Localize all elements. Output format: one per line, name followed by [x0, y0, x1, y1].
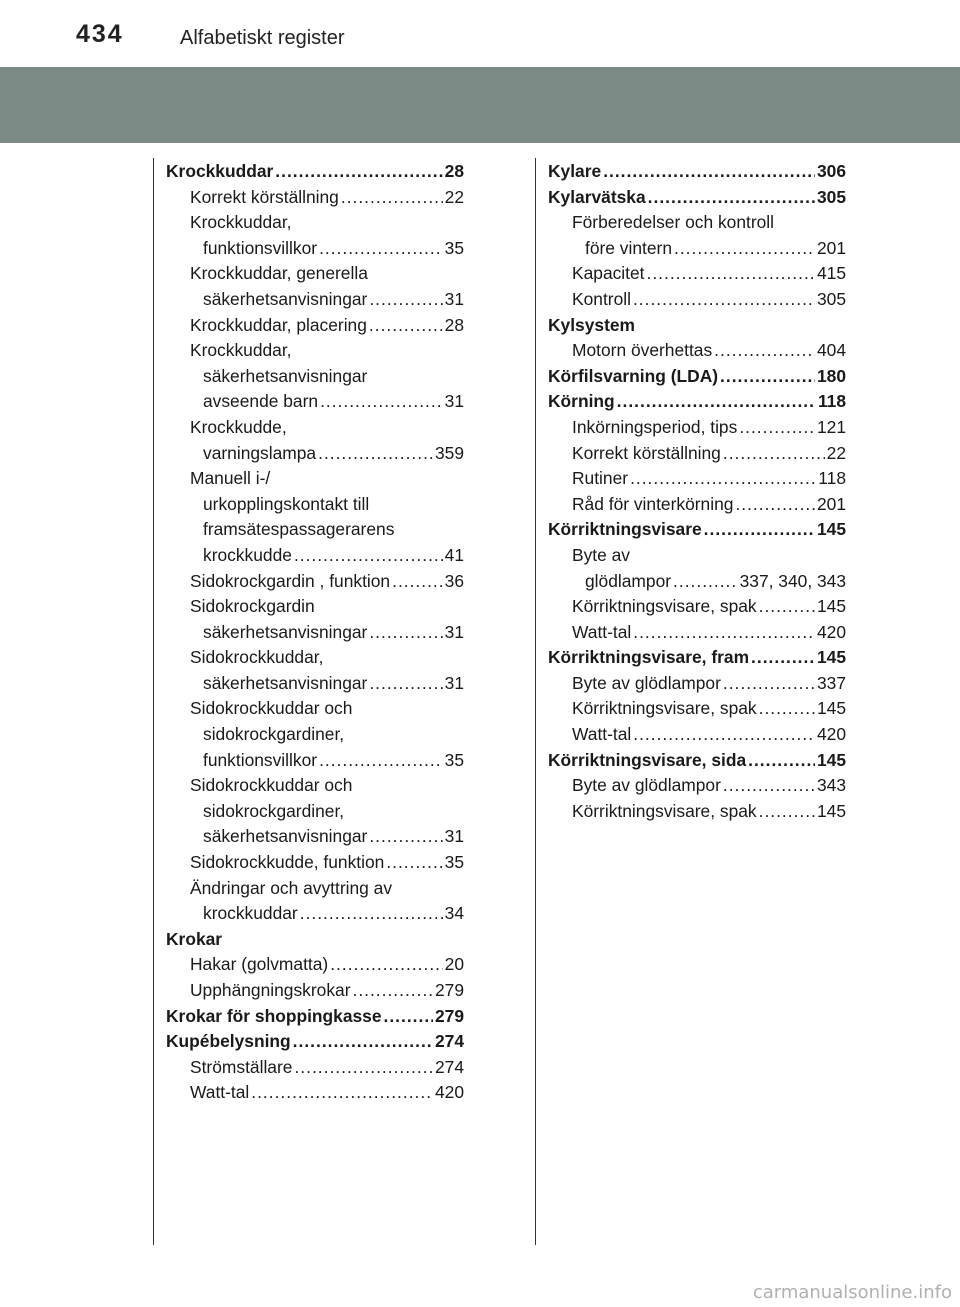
leader-dots [630, 466, 816, 492]
index-sub-entry [548, 441, 846, 467]
index-page-ref: 145 [816, 647, 846, 668]
leader-dots [369, 313, 443, 339]
leader-dots [300, 901, 443, 927]
index-sub-entry [548, 261, 846, 287]
index-entry-label: avseende barn [203, 391, 319, 412]
leader-dots [341, 185, 443, 211]
index-page-ref: 274 [434, 1031, 464, 1052]
index-sub-entry [166, 287, 464, 313]
index-entry-label: Kontroll [572, 288, 631, 309]
index-page-ref: 31 [444, 391, 464, 412]
index-entry-label: Watt-tal [572, 621, 632, 642]
index-entry-label: Kupébelysning [166, 1031, 291, 1052]
index-entry-label: funktionsvillkor [203, 237, 318, 258]
index-main-entry [548, 159, 846, 185]
page-number: 434 [76, 20, 124, 48]
index-page-ref: 35 [444, 237, 464, 258]
index-entry-label: Upphängningskrokar [190, 980, 351, 1000]
leader-dots [674, 236, 815, 262]
leader-dots [720, 364, 815, 390]
index-page-ref: 145 [816, 749, 846, 770]
index-sub-entry [166, 1080, 464, 1106]
index-sub-entry [548, 799, 846, 825]
index-entry-label: Korrekt körställning [190, 186, 339, 207]
index-sub-entry [166, 876, 464, 902]
index-sub-entry [166, 748, 464, 774]
index-entry-label: Kylsystem [548, 314, 636, 335]
index-main-entry [548, 645, 846, 671]
index-entry-label: Sidokrockkuddar och [190, 775, 353, 796]
index-entry-label: Sidokrockkuddar och [190, 698, 353, 719]
index-entry-label: Kapacitet [572, 263, 645, 284]
leader-dots [352, 978, 433, 1004]
index-page-ref: 35 [444, 852, 464, 873]
leader-dots [369, 824, 442, 850]
index-entry-label: säkerhetsanvisningar [203, 621, 368, 642]
leader-dots [320, 389, 443, 415]
column-divider-right [535, 158, 536, 1245]
leader-dots [369, 287, 442, 313]
index-entry-label: Körfilsvarning (LDA) [548, 365, 719, 386]
index-main-entry [548, 185, 846, 211]
index-page-ref: 337 [816, 672, 846, 693]
leader-dots [275, 159, 442, 185]
index-entry-label: Inkörningsperiod, tips [572, 416, 738, 437]
index-main-entry [166, 1004, 464, 1030]
index-page-ref: 22 [826, 442, 846, 463]
index-entry-label: Sidokrockkuddar, [190, 647, 324, 668]
leader-dots [318, 441, 433, 467]
index-sub-entry [166, 364, 464, 390]
index-entry-label: Körning [548, 391, 615, 412]
index-sub-entry [166, 338, 464, 364]
index-column-left [166, 159, 464, 1106]
index-main-entry [166, 1029, 464, 1055]
index-entry-label: funktionsvillkor [203, 749, 318, 770]
index-sub-entry [548, 492, 846, 518]
index-sub-entry [166, 517, 464, 543]
leader-dots [759, 799, 815, 825]
index-main-entry [548, 748, 846, 774]
index-page-ref: 420 [816, 724, 846, 745]
index-entry-label: Körriktningsvisare, spak [572, 698, 757, 719]
index-page-ref: 20 [444, 954, 464, 975]
index-sub-entry [548, 236, 846, 262]
index-entry-label: Sidokrockgardin , funktion [190, 570, 391, 591]
index-entry-label: Korrekt körställning [572, 442, 721, 463]
index-page-ref: 404 [816, 340, 846, 361]
index-entry-label: krockkudde [203, 544, 292, 565]
leader-dots [648, 185, 815, 211]
index-entry-label: säkerhetsanvisningar [203, 672, 368, 693]
index-sub-entry [166, 389, 464, 415]
index-entry-label: Körriktningsvisare, fram [548, 647, 750, 668]
index-entry-label: framsätespassagerarens [203, 519, 395, 540]
index-page-ref: 305 [816, 186, 846, 207]
index-entry-label: Krockkuddar, placering [190, 314, 367, 335]
index-entry-label: Watt-tal [572, 724, 632, 745]
index-sub-entry [166, 671, 464, 697]
index-page-ref: 306 [816, 161, 846, 181]
index-sub-entry [166, 824, 464, 850]
index-entry-label: Krockkuddar, generella [190, 263, 368, 284]
index-sub-entry [166, 569, 464, 595]
leader-dots [714, 338, 815, 364]
index-entry-label: Körriktningsvisare [548, 519, 702, 540]
index-sub-entry [166, 696, 464, 722]
index-page-ref: 31 [444, 826, 464, 847]
index-page-ref: 28 [444, 161, 464, 181]
leader-dots [633, 287, 815, 313]
index-main-entry [548, 389, 846, 415]
index-sub-entry [166, 645, 464, 671]
index-page-ref: 279 [434, 1005, 464, 1026]
leader-dots [633, 620, 815, 646]
index-sub-entry [166, 1055, 464, 1081]
leader-dots [723, 773, 815, 799]
page-title: Alfabetiskt register [180, 27, 345, 49]
index-page-ref: 31 [444, 672, 464, 693]
index-sub-entry [548, 569, 846, 595]
index-sub-entry [548, 287, 846, 313]
index-entry-label: Körriktningsvisare, sida [548, 749, 747, 770]
index-entry-label: Råd för vinterkörning [572, 493, 734, 514]
index-sub-entry [166, 952, 464, 978]
index-sub-entry [166, 236, 464, 262]
index-entry-label: Krockkuddar [166, 161, 274, 181]
leader-dots [294, 543, 443, 569]
index-page-ref: 145 [816, 519, 846, 540]
index-page-ref: 41 [444, 544, 464, 565]
index-entry-label: Byte av glödlampor [572, 672, 721, 693]
index-sub-entry [548, 722, 846, 748]
leader-dots [633, 722, 815, 748]
index-main-entry [548, 364, 846, 390]
index-entry-label: säkerhetsanvisningar [203, 826, 368, 847]
index-sub-entry [166, 210, 464, 236]
index-sub-entry [166, 313, 464, 339]
leader-dots [319, 748, 443, 774]
index-entry-label: säkerhetsanvisningar [203, 365, 368, 386]
index-page-ref: 28 [444, 314, 464, 335]
index-entry-label: Watt-tal [190, 1082, 250, 1103]
index-entry-label: Sidokrockkudde, funktion [190, 852, 385, 873]
index-entry-label: Krockkuddar, [190, 212, 292, 233]
index-entry-label: Krockkudde, [190, 416, 287, 437]
index-page-ref: 121 [816, 416, 846, 437]
index-page-ref: 118 [818, 468, 846, 489]
index-entry-label: glödlampor [585, 570, 672, 591]
index-page-ref: 420 [434, 1082, 464, 1103]
index-entry-label: Körriktningsvisare, spak [572, 596, 757, 617]
index-page-ref: 420 [816, 621, 846, 642]
leader-dots [739, 415, 815, 441]
leader-dots [751, 645, 815, 671]
index-page-ref: 22 [444, 186, 464, 207]
index-sub-entry [166, 773, 464, 799]
leader-dots [294, 1055, 433, 1081]
index-entry-label: Körriktningsvisare, spak [572, 800, 757, 821]
page-header [0, 0, 960, 62]
header-band [0, 67, 960, 143]
index-page-ref: 31 [444, 288, 464, 309]
index-entry-label: urkopplingskontakt till [203, 493, 370, 514]
index-entry-label: Motorn överhettas [572, 340, 713, 361]
index-sub-entry [548, 415, 846, 441]
index-sub-entry [166, 799, 464, 825]
leader-dots [386, 850, 442, 876]
index-sub-entry [166, 441, 464, 467]
index-sub-entry [548, 543, 846, 569]
index-page-ref: 118 [817, 391, 846, 412]
index-main-entry [548, 313, 846, 339]
leader-dots [369, 671, 442, 697]
leader-dots [251, 1080, 433, 1106]
index-entry-label: Krokar [166, 928, 223, 949]
leader-dots [647, 261, 815, 287]
index-entry-label: före vintern [585, 237, 672, 258]
index-page-ref: 279 [434, 980, 464, 1000]
index-entry-label: Krokar för shoppingkasse [166, 1005, 382, 1026]
index-entry-label: Kylare [548, 161, 602, 181]
index-entry-label: sidokrockgardiner, [203, 724, 345, 745]
index-sub-entry [166, 620, 464, 646]
leader-dots [319, 236, 443, 262]
index-entry-label: sidokrockgardiner, [203, 800, 345, 821]
index-page-ref: 34 [444, 903, 464, 924]
index-sub-entry [548, 671, 846, 697]
index-sub-entry [548, 696, 846, 722]
leader-dots [759, 594, 815, 620]
index-entry-label: säkerhetsanvisningar [203, 288, 368, 309]
index-page-ref: 337, 340, 343 [739, 570, 846, 591]
index-sub-entry [548, 620, 846, 646]
leader-dots [369, 620, 442, 646]
index-sub-entry [166, 978, 464, 1004]
index-page-ref: 145 [816, 596, 846, 617]
index-entry-label: Förberedelser och kontroll [572, 212, 775, 233]
leader-dots [673, 569, 738, 595]
index-page-ref: 201 [816, 493, 846, 514]
leader-dots [392, 569, 443, 595]
index-sub-entry [548, 466, 846, 492]
index-page-ref: 31 [444, 621, 464, 642]
leader-dots [723, 441, 825, 467]
index-main-entry [166, 927, 464, 953]
index-entry-label: Hakar (golvmatta) [190, 954, 329, 975]
index-entry-label: Manuell i-/ [190, 468, 271, 489]
index-entry-label: Ändringar och avyttring av [190, 877, 393, 898]
index-main-entry [166, 159, 464, 185]
index-entry-label: Krockkuddar, [190, 340, 292, 361]
index-sub-entry [166, 261, 464, 287]
index-page-ref: 415 [816, 263, 846, 284]
index-sub-entry [166, 850, 464, 876]
leader-dots [617, 389, 816, 415]
index-entry-label: Byte av glödlampor [572, 775, 721, 796]
leader-dots [293, 1029, 433, 1055]
index-page-ref: 201 [816, 237, 846, 258]
index-sub-entry [166, 185, 464, 211]
index-sub-entry [166, 594, 464, 620]
index-page-ref: 343 [816, 775, 846, 796]
index-page-ref: 180 [816, 365, 846, 386]
index-sub-entry [548, 210, 846, 236]
index-column-right [548, 159, 846, 824]
index-entry-label: Sidokrockgardin [190, 596, 315, 617]
index-entry-label: krockkuddar [203, 903, 298, 924]
leader-dots [330, 952, 442, 978]
index-entry-label: Rutiner [572, 468, 629, 489]
column-divider-left [153, 158, 154, 1245]
leader-dots [735, 492, 815, 518]
index-page-ref: 36 [444, 570, 464, 591]
leader-dots [748, 748, 815, 774]
index-entry-label: varningslampa [203, 442, 317, 463]
index-sub-entry [166, 543, 464, 569]
index-sub-entry [166, 722, 464, 748]
index-page-ref: 145 [816, 800, 846, 821]
leader-dots [704, 517, 815, 543]
index-sub-entry [166, 415, 464, 441]
index-page-ref: 305 [816, 288, 846, 309]
index-page-ref: 145 [816, 698, 846, 719]
index-sub-entry [166, 901, 464, 927]
leader-dots [603, 159, 815, 185]
index-sub-entry [548, 594, 846, 620]
index-main-entry [548, 517, 846, 543]
index-entry-label: Kylarvätska [548, 186, 646, 207]
index-page-ref: 274 [434, 1056, 464, 1077]
index-page-ref: 35 [444, 749, 464, 770]
index-entry-label: Byte av [572, 544, 630, 565]
watermark: carmanualsonline.info [752, 1282, 952, 1303]
index-sub-entry [548, 773, 846, 799]
leader-dots [384, 1004, 433, 1030]
index-page-ref: 359 [434, 442, 464, 463]
index-entry-label: Strömställare [190, 1056, 293, 1077]
index-sub-entry [548, 338, 846, 364]
leader-dots [723, 671, 815, 697]
leader-dots [759, 696, 815, 722]
index-sub-entry [166, 466, 464, 492]
index-sub-entry [166, 492, 464, 518]
